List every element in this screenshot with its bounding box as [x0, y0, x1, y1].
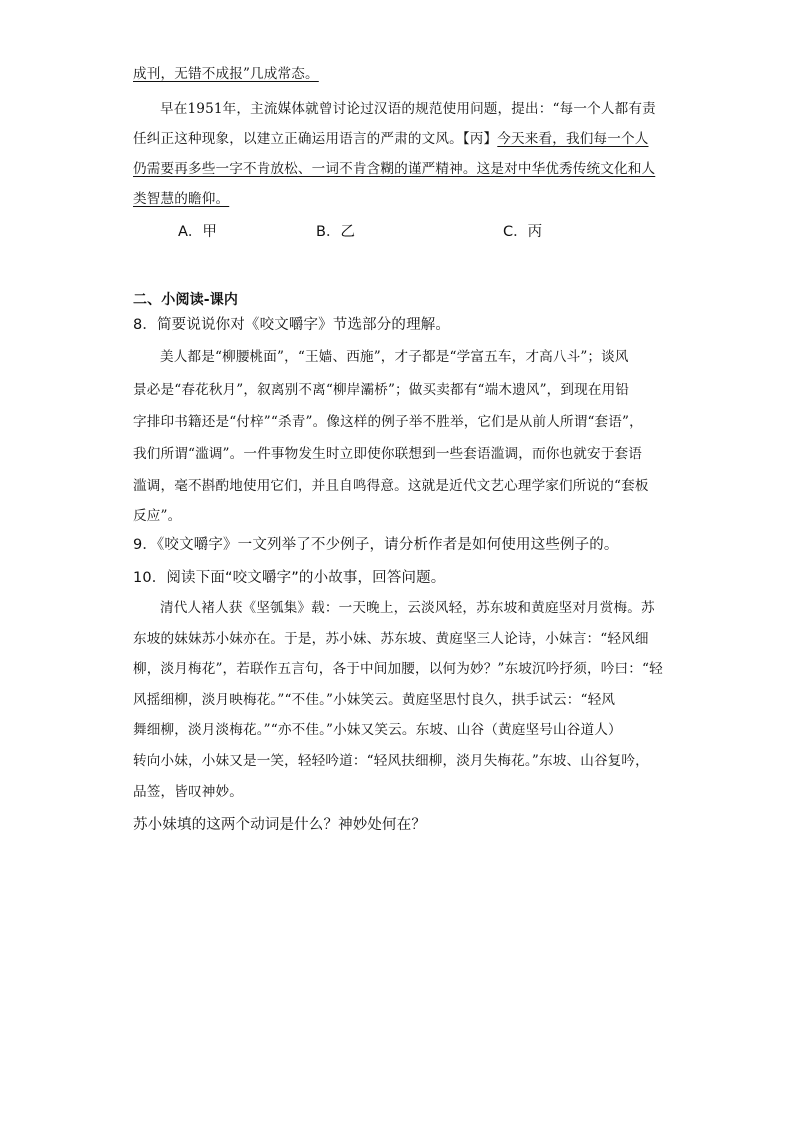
q10-passage-line: 风摇细柳，淡月映梅花。”“不佳。”小妹笑云。黄庭坚思忖良久，拱手试云：“轻风 — [133, 692, 616, 708]
passage-line-3-text: 任纠正这种现象，以建立正确运用语言的严肃的文风。 — [133, 131, 463, 147]
q10-passage-line: 清代人褚人获《坚瓠集》载：一天晚上，云淡风轻，苏东坡和黄庭坚对月赏梅。苏 — [160, 600, 655, 616]
question-10-prompt: 10．阅读下面“咬文嚼字”的小故事，回答问题。 — [133, 570, 446, 586]
question-9-prompt: 9．《咬文嚼字》一文列举了不少例子，请分析作者是如何使用这些例子的。 — [133, 537, 619, 553]
q8-passage-line: 滥调，毫不斟酌地使用它们，并且自鸣得意。这就是近代文艺心理学家们所说的“套板 — [133, 478, 649, 494]
q10-passage-line: 东坡的妹妹苏小妹亦在。于是，苏小妹、苏东坡、黄庭坚三人论诗，小妹言：“轻风细 — [133, 631, 649, 647]
q8-passage-line: 美人都是“柳腰桃面”，“王嫱、西施”，才子都是“学富五车，才高八斗”；谈风 — [160, 349, 629, 365]
question-10-sub-question: 苏小妹填的这两个动词是什么？神妙处何在？ — [133, 817, 426, 833]
q8-passage-line: 我们所谓“滥调”。一件事物发生时立即使你联想到一些套语滥调，而你也就安于套语 — [133, 446, 642, 462]
q8-passage-line: 字排印书籍还是“付梓”“杀青”。像这样的例子举不胜举，它们是从前人所谓“套语”， — [133, 414, 643, 430]
q10-passage-line: 舞细柳，淡月淡梅花。”“亦不佳。”小妹又笑云。东坡、山谷（黄庭坚号山谷道人） — [133, 722, 622, 738]
passage-line-5: 类智慧的瞻仰。 — [133, 191, 230, 207]
passage-line-3 — [133, 129, 648, 149]
passage-line-4: 仍需要再多些一字不肯放松、一词不肯含糊的谨严精神。这是对中华优秀传统文化和人 — [133, 161, 656, 177]
q10-passage-line: 转向小妹，小妹又是一笑，轻轻吟道：“轻风扶细柳，淡月失梅花。”东坡、山谷复吟， — [133, 753, 649, 769]
q8-passage-line: 反应”。 — [133, 508, 182, 524]
passage-line-3-underlined: 今天来看，我们每一个人 — [497, 131, 649, 147]
q8-passage-line: 景必是“春花秋月”，叙离别不离“柳岸灞桥”；做买卖都有“端木遗风”，到现在用铅 — [133, 382, 630, 398]
q10-passage-line: 品签，皆叹神妙。 — [133, 784, 243, 800]
section-title: 二、小阅读-课内 — [133, 292, 239, 308]
question-8-prompt: 8．简要说说你对《咬文嚼字》节选部分的理解。 — [133, 317, 451, 333]
q10-passage-line: 柳，淡月梅花”，若联作五言句，各于中间加腰，以何为妙？”东坡沉吟抒须，吟曰：“轻 — [133, 661, 663, 677]
option-c[interactable]: C．丙 — [503, 224, 543, 240]
passage-line-1: 成刊，无错不成报”几成常态。 — [133, 66, 319, 82]
passage-line-2: 早在1951年，主流媒体就曾讨论过汉语的规范使用问题，提出：“每一个人都有责 — [160, 101, 656, 117]
option-b[interactable]: B．乙 — [316, 224, 355, 240]
option-a[interactable]: A．甲 — [178, 224, 217, 240]
bracket-marker-bing: 【丙】 — [462, 131, 498, 147]
